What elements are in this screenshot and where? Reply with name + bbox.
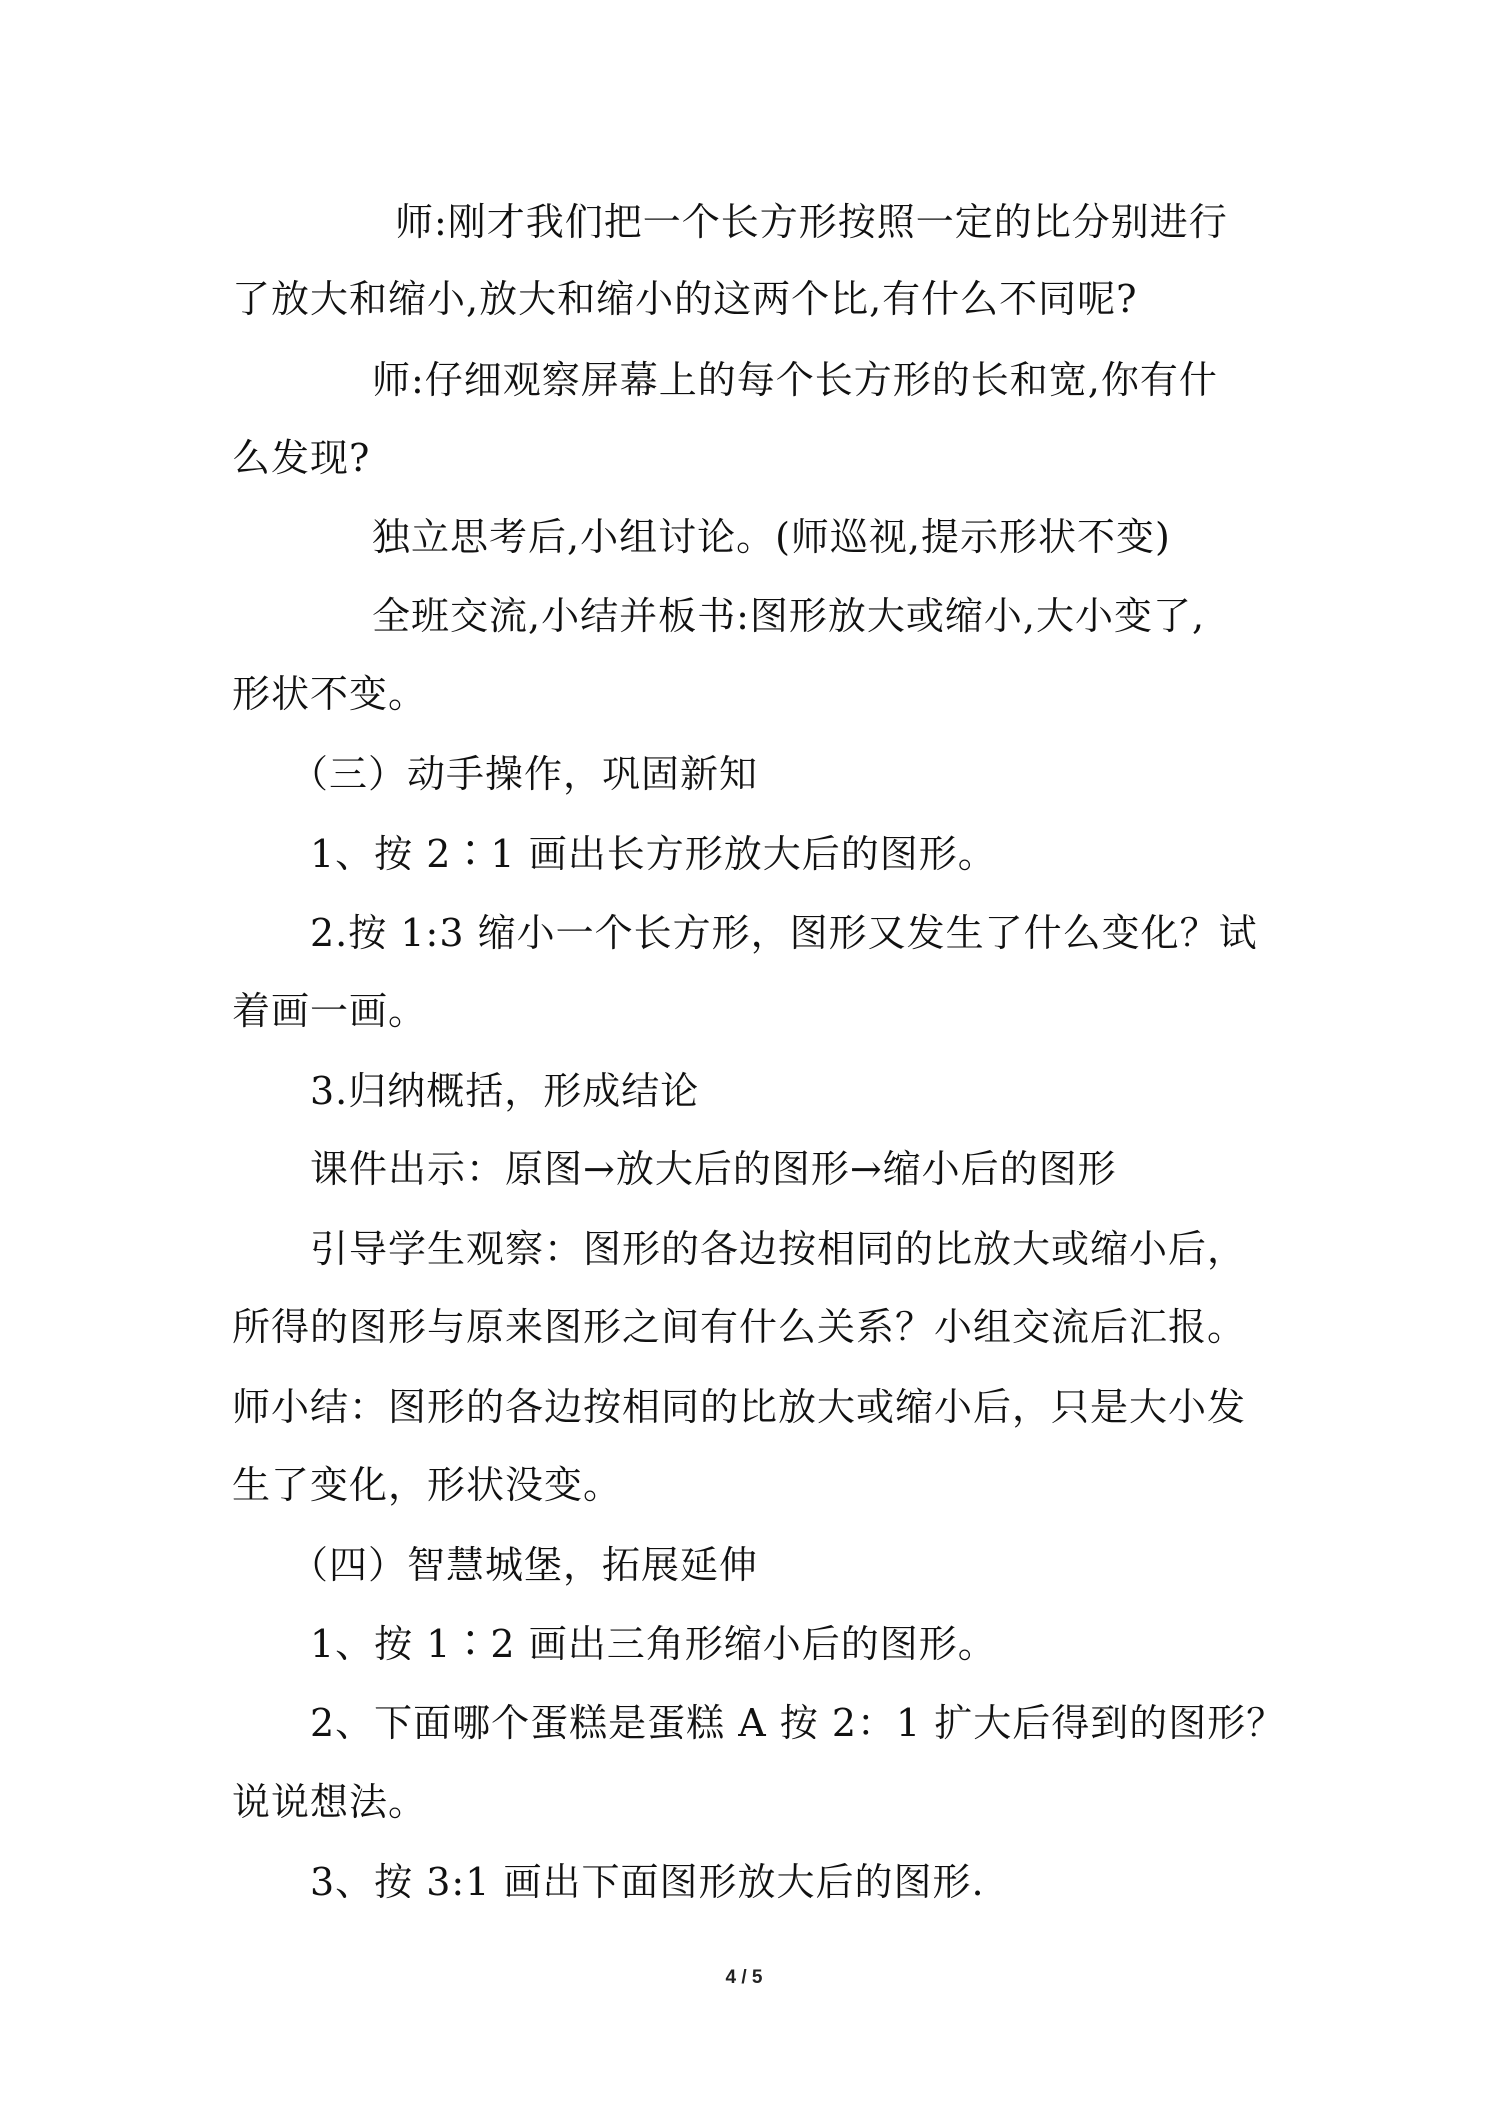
paragraph-line: 了放大和缩小,放大和缩小的这两个比,有什么不同呢? (232, 277, 1138, 321)
paragraph-line: 3.归纳概括，形成结论 (310, 1069, 700, 1113)
paragraph-line: 说说想法。 (232, 1780, 428, 1824)
paragraph-line: 师:仔细观察屏幕上的每个长方形的长和宽,你有什 (372, 358, 1218, 402)
paragraph-line: 师小结：图形的各边按相同的比放大或缩小后，只是大小发 (232, 1385, 1247, 1429)
paragraph-line: 独立思考后,小组讨论。(师巡视,提示形状不变) (372, 515, 1171, 559)
paragraph-line: 1、按 2∶1 画出长方形放大后的图形。 (310, 832, 997, 876)
paragraph-line: 1、按 1∶2 画出三角形缩小后的图形。 (310, 1622, 997, 1666)
paragraph-line: 么发现? (232, 436, 371, 480)
section-heading: （三）动手操作，巩固新知 (290, 752, 759, 796)
paragraph-line: 2、下面哪个蛋糕是蛋糕 A 按 2：1 扩大后得到的图形？ (310, 1701, 1286, 1745)
paragraph-line: 所得的图形与原来图形之间有什么关系？小组交流后汇报。 (232, 1305, 1247, 1349)
paragraph-line: 形状不变。 (232, 672, 428, 716)
paragraph-line: 生了变化，形状没变。 (232, 1463, 623, 1507)
paragraph-line: 着画一画。 (232, 989, 428, 1033)
paragraph-line: 3、按 3:1 画出下面图形放大后的图形. (310, 1860, 985, 1904)
paragraph-line: 课件出示：原图→放大后的图形→缩小后的图形 (310, 1147, 1117, 1191)
section-heading: （四）智慧城堡，拓展延伸 (290, 1543, 759, 1587)
paragraph-line: 2.按 1:3 缩小一个长方形，图形又发生了什么变化？试 (310, 911, 1258, 955)
paragraph-line: 师:刚才我们把一个长方形按照一定的比分别进行 (395, 200, 1228, 244)
page-number: 4 / 5 (725, 1967, 763, 1988)
paragraph-line: 引导学生观察：图形的各边按相同的比放大或缩小后， (310, 1227, 1247, 1271)
paragraph-line: 全班交流,小结并板书:图形放大或缩小,大小变了, (372, 594, 1206, 638)
